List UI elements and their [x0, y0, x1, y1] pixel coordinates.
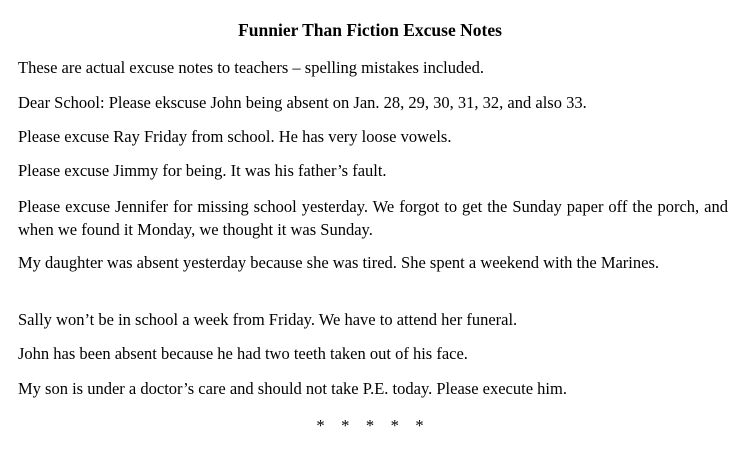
excuse-note-jimmy: Please excuse Jimmy for being. It was his father’s fault.	[18, 161, 387, 180]
intro-paragraph: These are actual excuse notes to teachers – spelling mistakes included.	[18, 58, 484, 77]
excuse-note-john-teeth: John has been absent because he had two teeth taken out of his face.	[18, 344, 468, 363]
excuse-note-sally: Sally won’t be in school a week from Friday. We have to attend her funeral.	[18, 310, 518, 329]
excuse-note-daughter: My daughter was absent yesterday because she was tired. She spent a weekend with the Marines.	[18, 253, 660, 272]
section-separator: * * * * *	[316, 416, 424, 435]
excuse-note-john-absent: Dear School: Please ekscuse John being absent on Jan. 28, 29, 30, 31, 32, and also 33.	[18, 93, 587, 112]
document-title: Funnier Than Fiction Excuse Notes	[238, 20, 502, 40]
excuse-note-son: My son is under a doctor’s care and should not take P.E. today. Please execute him.	[18, 379, 567, 398]
excuse-note-jennifer: Please excuse Jennifer for missing school yesterday. We forgot to get the Sunday paper off the porch, and when we found it Monday, we thought it was Sunday.	[18, 197, 728, 239]
excuse-note-ray: Please excuse Ray Friday from school. He has very loose vowels.	[18, 127, 452, 146]
